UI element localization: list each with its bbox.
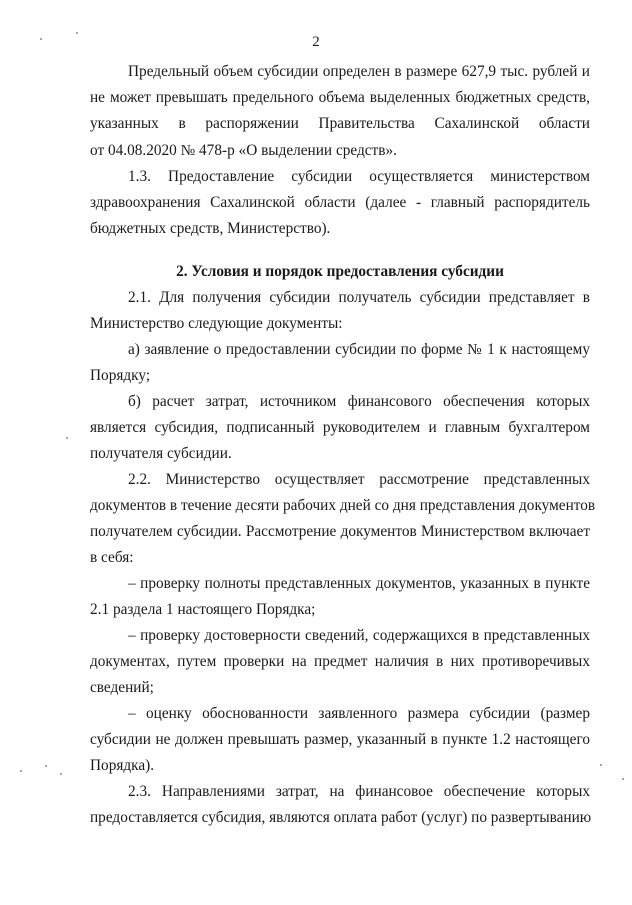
text-line: 2.3. Направлениями затрат, на финансовое обеспечение которых: [128, 783, 590, 800]
text-line: здравоохранения Сахалинской области (далее - главный распорядитель: [90, 194, 590, 211]
text-line: от 04.08.2020 № 478-р «О выделении средств».: [90, 142, 397, 159]
text-line: б) расчет затрат, источником финансового обеспечения которых: [128, 393, 590, 410]
text-line: 2.2. Министерство осуществляет рассмотрение представленных: [128, 471, 590, 488]
text-line: является субсидия, подписанный руководителем и главным бухгалтером: [90, 419, 590, 436]
text-line: не может превышать предельного объема выделенных бюджетных средств,: [90, 89, 590, 106]
scan-speck: [66, 437, 68, 439]
text-line: получателя субсидии.: [90, 445, 232, 462]
scan-speck: [600, 764, 602, 766]
text-line: Предельный объем субсидии определен в размере 627,9 тыс. рублей и: [128, 63, 590, 80]
scan-speck: [40, 38, 42, 40]
text-line: предоставляется субсидия, являются оплата работ (услуг) по развертыванию: [90, 809, 592, 826]
section-heading: 2. Условия и порядок предоставления субсидии: [176, 263, 504, 280]
text-line: сведений;: [90, 679, 154, 696]
text-line: получателем субсидии. Рассмотрение документов Министерством включает: [90, 523, 590, 540]
text-line: 1.3. Предоставление субсидии осуществляется министерством: [128, 168, 590, 185]
scan-speck: [76, 32, 78, 34]
scan-speck: [45, 765, 47, 767]
page-number: 2: [312, 34, 320, 50]
text-line: в себя:: [90, 549, 134, 566]
text-line: документов в течение десяти рабочих дней со дня представления документов: [90, 497, 596, 514]
text-line: 2.1 раздела 1 настоящего Порядка;: [90, 601, 316, 618]
scan-speck: [622, 778, 624, 780]
text-line: субсидии не должен превышать размер, указанный в пункте 1.2 настоящего: [90, 731, 590, 748]
text-line: 2.1. Для получения субсидии получатель субсидии представляет в: [128, 289, 590, 306]
text-line: – проверку полноты представленных документов, указанных в пункте: [128, 575, 590, 592]
text-line: Порядку;: [90, 367, 151, 384]
text-line: – проверку достоверности сведений, содержащихся в представленных: [128, 627, 590, 644]
text-line: Порядка).: [90, 757, 155, 774]
text-line: указанных в распоряжении Правительства Сахалинской области: [90, 115, 590, 132]
text-line: – оценку обоснованности заявленного размера субсидии (размер: [128, 705, 590, 722]
scan-speck: [20, 770, 22, 772]
text-line: а) заявление о предоставлении субсидии по форме № 1 к настоящему: [128, 341, 590, 358]
scan-speck: [60, 773, 62, 775]
text-line: Министерство следующие документы:: [90, 315, 343, 332]
text-line: документах, путем проверки на предмет наличия в них противоречивых: [90, 653, 590, 670]
text-line: бюджетных средств, Министерство).: [90, 220, 331, 237]
